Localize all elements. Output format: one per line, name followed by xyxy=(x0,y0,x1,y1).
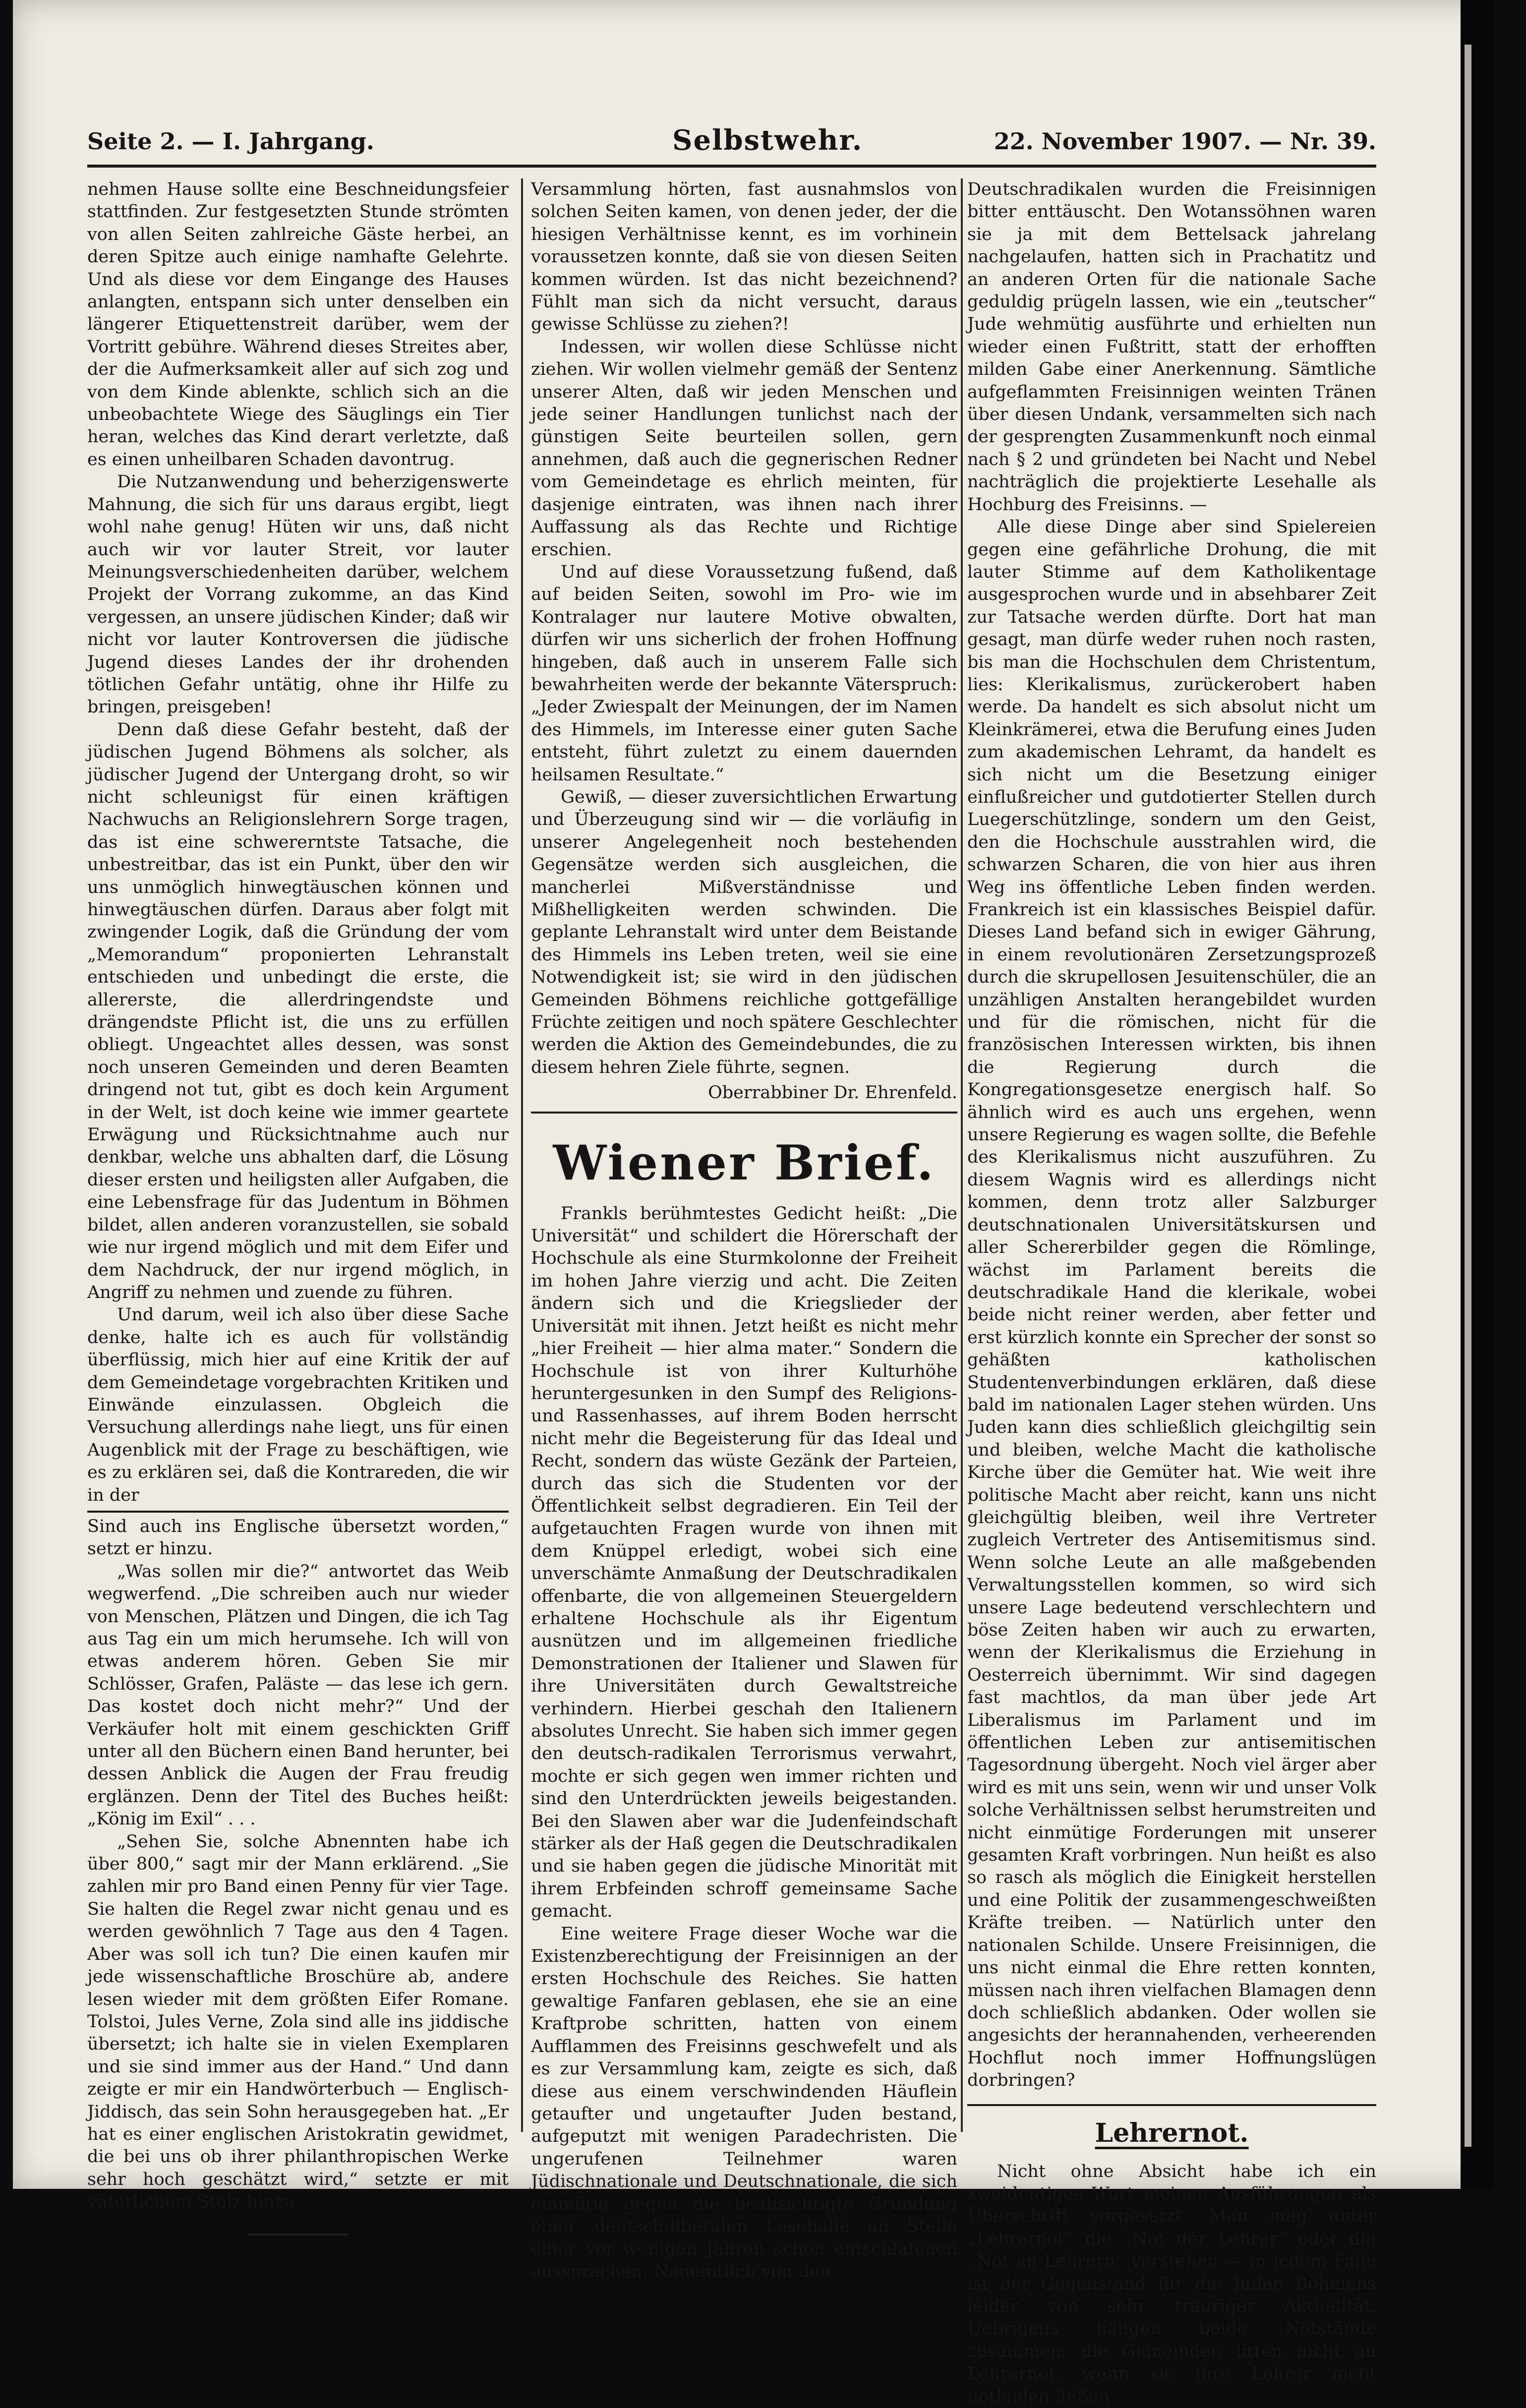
header-rule xyxy=(87,165,1376,168)
issue-date: 22. November 1907. — Nr. 39. xyxy=(994,128,1376,155)
newspaper-page xyxy=(13,0,1493,2407)
subsection-title: Lehrernot. xyxy=(1095,2117,1249,2148)
article-paragraph: Sind auch ins Englische übersetzt worden,“ setzt er hinzu. xyxy=(87,1516,509,1559)
article-paragraph: Deutschradikalen wurden die Freisinnigen bitter enttäuscht. Den Wotanssöhnen waren sie ja mit dem Bettelsack jahrelang nachgelaufen, hatten sich in Prachatitz und an anderen Orten für die nationale Sache geduldig prügeln lassen, wie ein „teutscher“ Jude wehmütig ausführte und erhielten nun wieder einen Fußtritt, statt der erhofften milden Gabe einer Anerkennung. Sämtliche aufgeflammten Freisinnigen weinten Tränen über diesen Undank, versammelten sich nach der gesprengten Zusammenkunft noch einmal nach § 2 und gründeten bei Nacht und Nebel nachträglich die projektierte Lesehalle als Hochburg des Freisinns. — xyxy=(967,179,1376,515)
column-2 xyxy=(531,178,957,2282)
page-header xyxy=(87,124,1376,159)
article-paragraph: Und auf diese Voraussetzung fußend, daß auf beiden Seiten, sowohl im Pro- wie im Kontralager nur lautere Motive obwalten, dürfen wir uns sicherlich der frohen Hoffnung hingeben, daß auch in unserem Falle sich bewahrheiten werde der bekannte Väterspruch: „Jeder Zwiespalt der Meinungen, der im Namen des Himmels, im Interesse einer guten Sache entsteht, führt zuletzt zu einem dauernden heilsamen Resultate.“ xyxy=(531,562,957,785)
author-signature: Oberrabbiner Dr. Ehrenfeld. xyxy=(708,1083,957,1103)
article-paragraph: Frankls berühmtestes Gedicht heißt: „Die Universität“ und schildert die Hörerschaft der Hochschule als eine Sturmkolonne der Freiheit im hohen Jahre vierzig und acht. Die Zeiten ändern sich und die Kriegslieder der Universität mit ihnen. Jetzt heißt es nicht mehr „hier Freiheit — hier alma mater.“ Sondern die Hochschule ist von ihrer Kulturhöhe heruntergesunken in den Sumpf des Religions- und Rassenhasses, auf ihrem Boden herrscht nicht mehr die Begeisterung für das Ideal und Recht, sondern das wüste Gezänk der Parteien, durch das sich die Studenten vor der Öffentlichkeit selbst degradieren. Ein Teil der aufgetauchten Fragen wurde von ihnen mit dem Knüppel erledigt, wobei sich eine unverschämte Anmaßung der Deutschradikalen offenbarte, die von allgemeinen Steuergeldern erhaltene Hochschule als ihr Eigentum ausnützen und im allgemeinen friedliche Demonstrationen der Italiener und Slawen für ihre Universitäten durch Gewaltstreiche verhindern. Hierbei geschah den Italienern absolutes Unrecht. Sie haben sich immer gegen den deutsch-radikalen Terrorismus verwahrt, mochte er sich gegen wen immer richten und sind den Unterdrückten jeweils beigestanden. Bei den Slawen aber war die Judenfeindschaft stärker als der Haß gegen die Deutschradikalen und sie haben gegen die jüdische Minorität mit ihrem Erbfeinden schroff gemeinsame Sache gemacht. xyxy=(531,1203,957,1922)
section-title: Wiener Brief. xyxy=(553,1134,936,1191)
article-paragraph: Gewiß, — dieser zuversichtlichen Erwartung und Überzeugung sind wir — die vorläufig in unserer Angelegenheit noch bestehenden Gegensätze werden sich ausgleichen, die mancherlei Mißverständnisse und Mißhelligkeiten werden schwinden. Die geplante Lehranstalt wird unter dem Beistande des Himmels ins Leben treten, weil sie eine Notwendigkeit ist; sie wird in den jüdischen Gemeinden Böhmens reichliche gottgefällige Früchte zeitigen und noch spätere Geschlechter werden die Aktion des Gemeindebundes, die zu diesem hehren Ziele führte, segnen. xyxy=(531,787,957,1077)
article-paragraph: Nicht ohne Absicht habe ich ein zweideutiges Wort meinen Ausführungen als Überschrift vorgesetzt. Man mag unter „Lehrernot“ die „Not der Lehrer“ oder die „Not an Lehrern“ verstehen — in jedem Falle ist der Gegenstand für die Juden Böhmens leider von sehr trauriger Aktualität. Uebrigens hängen beide Notstände zusammen: die Gemeinden litten nicht an Lehrernot, wenn sie ihre Lehrer nicht notleiden ließen. xyxy=(967,2161,1376,2407)
section-rule xyxy=(531,1112,957,1114)
column-1 xyxy=(87,178,509,2212)
scan-edge xyxy=(1461,0,1493,2189)
column-divider xyxy=(87,1511,509,1513)
article-paragraph: Alle diese Dinge aber sind Spielereien gegen eine gefährliche Drohung, die mit lauter Stimme auf dem Katholikentage ausgesprochen wurde und in absehbarer Zeit zur Tatsache werden dürfte. Dort hat man gesagt, man dürfe weder ruhen noch rasten, bis man die Hochschulen dem Christentum, lies: Klerikalismus, zurückerobert haben werde. Da handelt es sich absolut nicht um Kleinkrämerei, etwa die Berufung eines Juden zum akademischen Lehramt, da handelt es sich nicht um die Besetzung einiger einflußreicher und gutdotierter Stellen durch Luegerschützlinge, sondern um den Geist, den die Hochschule ausstrahlen wird, die schwarzen Scharen, die von hier aus ihren Weg ins öffentliche Leben finden werden. Frankreich ist ein klassisches Beispiel dafür. Dieses Land befand sich in ewiger Gährung, in einem revolutionären Zersetzungsprozeß durch die skrupellosen Jesuitenschüler, die an unzähligen Anstalten herangebildet wurden und für die römischen, nicht für die französischen Interessen wirkten, bis ihnen die Regierung durch die Kongregationsgesetze energisch half. So ähnlich wird es auch uns ergehen, wenn unsere Regierung es wagen sollte, die Befehle des Klerikalismus nicht auszuführen. Zu diesem Wagnis wird es allerdings nicht kommen, denn trotz aller Salzburger deutschnationalen Universitätskursen und aller Schererbilder gegen die Römlinge, wächst im Parlament bereits die deutschradikale Hand die klerikale, wobei beide nicht reiner werden, aber fetter und erst kürzlich konnte ein Sprecher der sonst so gehäßten katholischen Studentenverbindungen erklären, daß diese bald im nationalen Lager stehen würden. Uns Juden kann dies schließlich gleichgiltig sein und bleiben, welche Macht die katholische Kirche über die Gemüter hat. Wie weit ihre politische Macht aber reicht, kann uns nicht gleichgültig bleiben, weil ihre Vertreter zugleich Vertreter des Antisemitismus sind. Wenn solche Leute an alle maßgebenden Verwaltungsstellen kommen, so wird sich unsere Lage bedeutend verschlechtern und böse Zeiten haben wir auch zu erwarten, wenn der Klerikalismus die Erziehung in Oesterreich übernimmt. Wir sind dagegen fast machtlos, da man über jede Art Liberalismus im Parlament und im öffentlichen Leben zur antisemitischen Tagesordnung übergeht. Noch viel ärger aber wird es mit uns sein, wenn wir und unser Volk solche Verhältnissen selbst herumstreiten und nicht einmütige Forderungen mit unserer gesamten Kraft vorbringen. Nun heißt es also so rasch als möglich die Einigkeit herstellen und eine Politik der zusammengeschweißten Kräfte treiben. — Natürlich unter den nationalen Schilde. Unsere Freisinnigen, die uns nicht einmal die Ehre retten konnten, müssen nach ihren vielfachen Blamagen denn doch schließlich abdanken. Oder wollen sie angesichts der herannahenden, verheerenden Hochflut noch immer Hoffnungslügen dorbringen? xyxy=(967,517,1376,2091)
article-paragraph: Eine weitere Frage dieser Woche war die Existenzberechtigung der Freisinnigen an der ersten Hochschule des Reiches. Sie hatten gewaltige Fanfaren geblasen, ehe sie an eine Kraftprobe schritten, hatten von einem Aufflammen des Freisinns geschwefelt und als es zur Versammlung kam, zeigte es sich, daß diese aus einem verschwindenden Häuflein getaufter und ungetaufter Juden bestand, aufgeputzt mit wenigen Paradechristen. Die ungerufenen Teilnehmer waren Jüdischnationale und Deutschnationale, die sich einmütig gegen die beabsichtigte Gründung einer deutsch-liberalen Lesehalle an Stelle einer vor wenigen Jahren schon entschlafenen aussprachen. Namentlich von den xyxy=(531,1924,957,2282)
masthead-title: Selbstwehr. xyxy=(672,124,863,157)
adjacent-page-strip xyxy=(1465,45,1471,2147)
article-paragraph: „Sehen Sie, solche Abnennten habe ich über 800,“ sagt mir der Mann erklärend. „Sie zahlen mir pro Band einen Penny für vier Tage. Sie halten die Regel zwar nicht genau und es werden gewöhnlich 7 Tage aus den 4 Tagen. Aber was soll ich tun? Die einen kaufen mir jede wissenschaftliche Broschüre ab, andere lesen wieder mit dem größten Eifer Romane. Tolstoi, Jules Verne, Zola sind alle ins jiddische übersetzt; ich halte sie in vielen Exemplaren und sie sind immer aus der Hand.“ Und dann zeigte er mir ein Handwörterbuch — Englisch-Jiddisch, das sein Sohn herausgegeben hat. „Er hat es einer englischen Aristokratin gewidmet, die bei uns ob ihrer philanthropischen Werke sehr hoch geschätzt wird,“ setzte er mit väterlichem Stolz hinzu. xyxy=(87,1831,509,2212)
article-paragraph: Und darum, weil ich also über diese Sache denke, halte ich es auch für vollständig überflüssig, mich hier auf eine Kritik der auf dem Gemeindetage vorgebrachten Kritiken und Einwände einzulassen. Obgleich die Versuchung allerdings nahe liegt, uns für einen Augenblick mit der Frage zu beschäftigen, wie es zu erklären sei, daß die Kontrareden, die wir in der xyxy=(87,1305,509,1505)
end-rule xyxy=(248,2233,348,2235)
article-paragraph: nehmen Hause sollte eine Beschneidungsfeier stattfinden. Zur festgesetzten Stunde strömten von allen Seiten zahlreiche Gäste herbei, an deren Spitze auch einige namhafte Gelehrte. Und als diese vor dem Eingange des Hauses anlangten, entspann sich unter denselben ein längerer Etiquettenstreit darüber, wem der Vortritt gebühre. Während dieses Streites aber, der die Aufmerksamkeit aller auf sich zog und von dem Kinde ablenkte, schlich sich an die unbeobachtete Wiege des Säuglings ein Tier heran, welches das Kind derart verletzte, daß es einen unheilbaren Schaden davontrug. xyxy=(87,179,509,470)
article-paragraph: „Was sollen mir die?“ antwortet das Weib wegwerfend. „Die schreiben auch nur wieder von Menschen, Plätzen und Dingen, die ich Tag aus Tag ein um mich herumsehe. Ich will von etwas anderem hören. Geben Sie mir Schlösser, Grafen, Paläste — das lese ich gern. Das kostet doch nicht mehr?“ Und der Verkäufer holt mit einem geschickten Griff unter all den Büchern einen Band herunter, bei dessen Anblick die Augen der Frau freudig erglänzen. Denn der Titel des Buches heißt: „König im Exil“ . . . xyxy=(87,1561,509,1829)
article-paragraph: Indessen, wir wollen diese Schlüsse nicht ziehen. Wir wollen vielmehr gemäß der Sentenz unserer Alten, daß wir jeden Menschen und jede seiner Handlungen tunlichst nach der günstigen Seite beurteilen sollen, gern annehmen, daß auch die gegnerischen Redner vom Gemeindetage es ehrlich meinten, für dasjenige eintraten, was ihnen nach ihrer Auffassung als das Rechte und Richtige erschien. xyxy=(531,337,957,560)
column-rule xyxy=(961,178,963,2132)
section-rule xyxy=(967,2104,1376,2106)
article-paragraph: Versammlung hörten, fast ausnahmslos von solchen Seiten kamen, von denen jeder, der die hiesigen Verhältnisse kennt, es im vorhinein voraussetzen konnte, daß sie von diesen Seiten kommen würden. Ist das nicht bezeichnend? Fühlt man sich da nicht versucht, daraus gewisse Schlüsse zu ziehen?! xyxy=(531,179,957,335)
article-paragraph: Denn daß diese Gefahr besteht, daß der jüdischen Jugend Böhmens als solcher, als jüdischer Jugend der Untergang droht, so wir nicht schleunigst für einen kräftigen Nachwuchs an Religionslehrern Sorge tragen, das ist eine schwererntste Tatsache, die unbestreitbar, das ist ein Punkt, über den wir uns unmöglich hinwegtäuschen können und hinwegtäuschen dürfen. Daraus aber folgt mit zwingender Logik, daß die Gründung der vom „Memorandum“ proponierten Lehranstalt entschieden und unbedingt die erste, die allererste, die allerdringendste und drängendste Pflicht ist, die uns zu erfüllen obliegt. Ungeachtet alles dessen, was sonst noch unseren Gemeinden und deren Beamten dringend not tut, gibt es doch kein Argument in der Welt, ist doch keine wie immer geartete Erwägung und Rücksichtnahme auch nur denkbar, welche uns abhalten darf, die Lösung dieser ersten und heiligsten aller Aufgaben, die eine Lebensfrage für das Judentum in Böhmen bildet, allen anderen voranzustellen, sie sobald wie nur irgend möglich und mit dem Eifer und dem Nachdruck, der nur irgend möglich, in Angriff zu nehmen und zuende zu führen. xyxy=(87,719,509,1302)
article-paragraph: Die Nutzanwendung und beherzigenswerte Mahnung, die sich für uns daraus ergibt, liegt wohl nahe genug! Hüten wir uns, daß nicht auch wir vor lauter Streit, vor lauter Meinungsverschiedenheiten darüber, welchem Projekt der Vorrang zukomme, an das Kind vergessen, an unsere jüdischen Kinder; daß wir nicht vor lauter Kontroversen die jüdische Jugend dieses Landes der ihr drohenden tötlichen Gefahr untätig, ohne ihr Hilfe zu bringen, preisgeben! xyxy=(87,472,509,717)
page-number-issue: Seite 2. — I. Jahrgang. xyxy=(87,128,374,155)
column-rule xyxy=(521,178,523,2132)
column-3 xyxy=(967,178,1376,2407)
